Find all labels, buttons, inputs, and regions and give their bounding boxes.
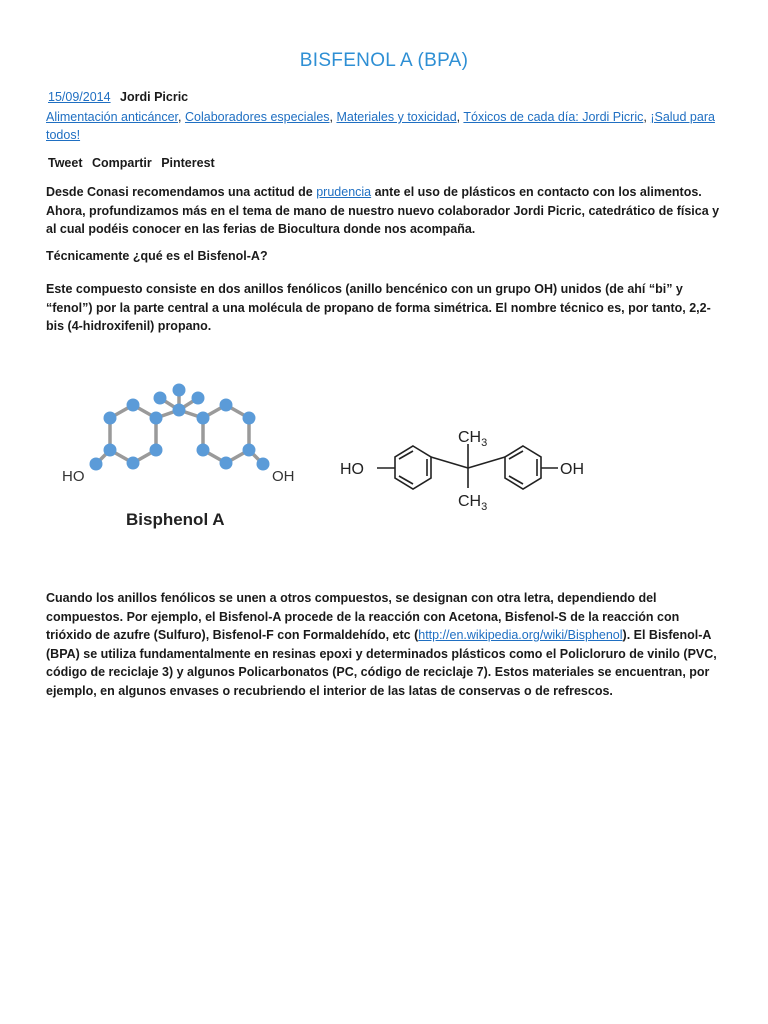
- ch3-bottom-subscript: 3: [481, 501, 488, 513]
- wikipedia-link[interactable]: http://en.wikipedia.org/wiki/Bisphenol: [418, 628, 623, 642]
- skeletal-formula: [377, 444, 558, 489]
- definition-paragraph: Este compuesto consiste en dos anillos fenólicos (anillo bencénico con un grupo OH) unidos (de ahí “bi” y “fenol”) por la parte central a una molécula de propano de forma simétrica. El nombre técnico es, por tanto, 2,2-bis (4-hidroxifenil) propano.: [46, 282, 711, 333]
- category-link[interactable]: Materiales y toxicidad: [336, 110, 457, 124]
- category-separator: ,: [643, 110, 651, 124]
- category-link[interactable]: ¡Salud para todos!: [46, 110, 715, 142]
- compounds-text-start: Cuando los anillos fenólicos se unen a otros compuestos, se designan con otra letra, dependiendo del compuestos. Por ejemplo, el Bisfenol-A procede de la reacción con Acetona, Bisfenol-S de la reacción con trióxido de azufre (Sulfuro), Bisfenol-F con Formaldehído, etc (: [46, 591, 680, 642]
- ball-model-ho-label: HO: [62, 468, 85, 485]
- intro-text-end: ante el uso de plásticos en contacto con los alimentos. Ahora, profundizamos más en el tema de mano de nuestro nuevo colaborador Jordi Picric, catedrático de física y al cual podéis conocer en las ferias de Biocultura donde nos acompaña.: [46, 185, 720, 236]
- share-bar: [48, 156, 221, 170]
- atom-ball: [220, 457, 233, 470]
- category-separator: ,: [329, 110, 337, 124]
- atom-ball: [173, 404, 186, 417]
- atom-ball: [150, 444, 163, 457]
- share-button[interactable]: Compartir: [91, 156, 152, 170]
- compounds-paragraph: [46, 589, 722, 700]
- author-name: Jordi Picric: [120, 90, 189, 104]
- atom-ball: [243, 444, 256, 457]
- ball-model-oh-label: OH: [272, 468, 295, 485]
- post-date-link[interactable]: 15/09/2014: [48, 90, 111, 104]
- atom-ball: [127, 399, 140, 412]
- pinterest-button[interactable]: Pinterest: [161, 156, 215, 170]
- atom-ball: [243, 412, 256, 425]
- category-link[interactable]: Alimentación anticáncer: [46, 110, 179, 124]
- category-list: [46, 108, 726, 144]
- category-separator: ,: [456, 110, 464, 124]
- category-link[interactable]: Tóxicos de cada día: Jordi Picric: [463, 110, 644, 124]
- ch3-top-subscript: 3: [481, 437, 488, 449]
- atom-ball: [192, 392, 205, 405]
- bisphenol-structures-svg: [48, 360, 608, 560]
- tweet-button[interactable]: Tweet: [48, 156, 83, 170]
- ch3-top-label: [458, 429, 487, 449]
- skeletal-oh-label: OH: [560, 461, 584, 478]
- atom-ball: [127, 457, 140, 470]
- prudencia-link[interactable]: prudencia: [316, 185, 372, 199]
- question-paragraph: Técnicamente ¿qué es el Bisfenol-A?: [46, 249, 268, 263]
- ball-and-stick-model: [62, 384, 295, 530]
- ball-model-caption: Bisphenol A: [126, 510, 225, 529]
- atom-ball: [257, 458, 270, 471]
- ch3-bottom-text: CH: [458, 493, 482, 510]
- skeletal-ho-label: HO: [340, 461, 364, 478]
- bisphenol-figure: [48, 360, 608, 560]
- intro-paragraph: [46, 183, 722, 239]
- atom-ball: [197, 412, 210, 425]
- atom-ball: [90, 458, 103, 471]
- article-title: BISFENOL A (BPA): [299, 50, 469, 71]
- atom-ball: [173, 384, 186, 397]
- ch3-bottom-label: [458, 493, 487, 513]
- atom-ball: [104, 444, 117, 457]
- atom-ball: [154, 392, 167, 405]
- atom-ball: [150, 412, 163, 425]
- article-meta: [48, 90, 188, 104]
- atom-ball: [104, 412, 117, 425]
- compounds-text-end: ). El Bisfenol-A (BPA) se utiliza fundamentalmente en resinas epoxi y determinados plásticos como el Policloruro de vinilo (PVC, código de reciclaje 3) y algunos Policarbonatos (PC, código de reciclaje 7). Estos materiales se encuentran, por ejemplo, en algunos envases o recubriendo el interior de las latas de conservas o de refrescos.: [46, 628, 717, 698]
- intro-text-start: Desde Conasi recomendamos una actitud de: [46, 185, 317, 199]
- atom-ball: [197, 444, 210, 457]
- atom-ball: [220, 399, 233, 412]
- ch3-top-text: CH: [458, 429, 482, 446]
- category-separator: ,: [178, 110, 185, 124]
- category-link[interactable]: Colaboradores especiales: [184, 110, 330, 124]
